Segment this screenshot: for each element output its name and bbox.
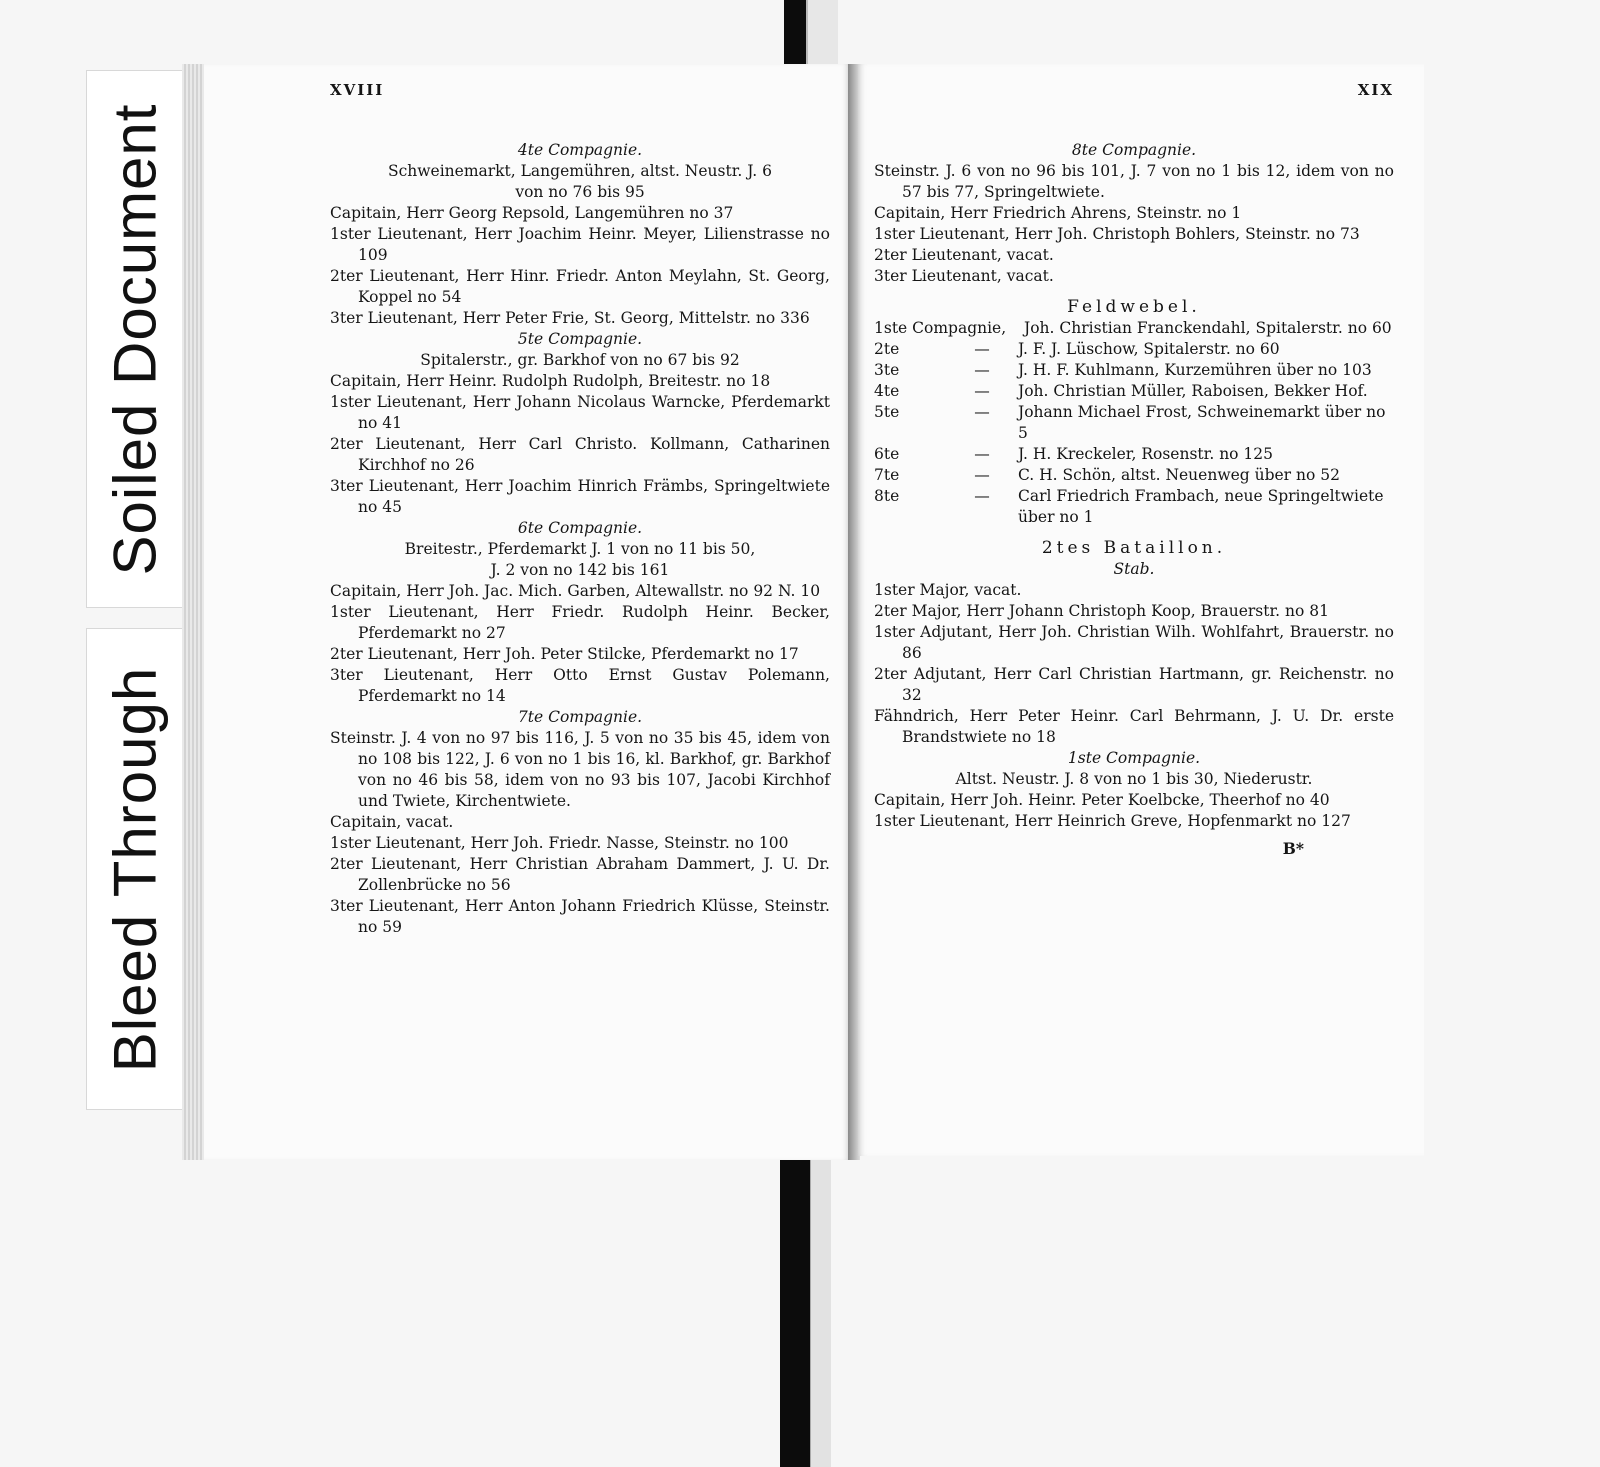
ditto-dash: — xyxy=(974,403,990,421)
company-label: 4te xyxy=(874,382,900,400)
text-line: von no 76 bis 95 xyxy=(515,183,645,201)
text-line: Capitain, vacat. xyxy=(330,813,454,831)
feldwebel-entry: Joh. Christian Franckendahl, Spitalerstr. no 60 xyxy=(1024,319,1392,337)
eighth-company-section xyxy=(874,140,1394,287)
text-line: 2ter Lieutenant, Herr Hinr. Friedr. Anton Meylahn, St. Georg, Koppel no 54 xyxy=(330,267,830,306)
text-line: Spitalerstr., gr. Barkhof von no 67 bis 92 xyxy=(420,351,740,369)
feldwebel-entry: J. H. F. Kuhlmann, Kurzemühren über no 103 xyxy=(1018,361,1372,379)
company-label: 3te xyxy=(874,361,900,379)
feldwebel-entry: C. H. Schön, altst. Neuenweg über no 52 xyxy=(1018,466,1340,484)
tape-edge-top xyxy=(806,0,838,72)
left-page-number: XVIII xyxy=(330,81,385,99)
stab-heading: Stab. xyxy=(1113,560,1155,578)
text-line: 2ter Lieutenant, Herr Carl Christo. Kollmann, Catharinen Kirchhof no 26 xyxy=(330,435,830,474)
company-label: 2te xyxy=(874,340,900,358)
text-line: 1ster Lieutenant, Herr Joh. Friedr. Nasse, Steinstr. no 100 xyxy=(330,834,789,852)
feldwebel-row xyxy=(874,318,1394,339)
text-line: 1ster Lieutenant, Herr Heinrich Greve, Hopfenmarkt no 127 xyxy=(874,812,1351,830)
text-line: 2ter Lieutenant, Herr Christian Abraham Dammert, J. U. Dr. Zollenbrücke no 56 xyxy=(330,855,830,894)
section-heading: 1ste Compagnie. xyxy=(1067,749,1201,767)
feldwebel-row xyxy=(874,486,1394,528)
section-heading: 5te Compagnie. xyxy=(517,330,643,348)
feldwebel-row xyxy=(874,381,1394,402)
scanner-tape-top xyxy=(784,0,806,72)
ditto-dash: — xyxy=(974,340,990,358)
text-line: Fähndrich, Herr Peter Heinr. Carl Behrmann, J. U. Dr. erste Brandstwiete no 18 xyxy=(874,707,1394,746)
feldwebel-entry: J. F. J. Lüschow, Spitalerstr. no 60 xyxy=(1018,340,1280,358)
feldwebel-entry: J. H. Kreckeler, Rosenstr. no 125 xyxy=(1018,445,1274,463)
company-label: 6te xyxy=(874,445,900,463)
text-line: 1ster Major, vacat. xyxy=(874,581,1022,599)
company-label: 7te xyxy=(874,466,900,484)
feldwebel-heading: Feldwebel. xyxy=(1067,297,1201,317)
section-heading: 6te Compagnie. xyxy=(517,519,643,537)
text-line: 3ter Lieutenant, Herr Otto Ernst Gustav Polemann, Pferdemarkt no 14 xyxy=(330,666,830,705)
company-label: 5te xyxy=(874,403,900,421)
text-line: 3ter Lieutenant, vacat. xyxy=(874,267,1054,285)
text-line: J. 2 von no 142 bis 161 xyxy=(490,561,670,579)
text-line: 3ter Lieutenant, Herr Peter Frie, St. Georg, Mittelstr. no 336 xyxy=(330,309,810,327)
feldwebel-row xyxy=(874,360,1394,381)
section-heading: 4te Compagnie. xyxy=(517,141,643,159)
text-line: 3ter Lieutenant, Herr Joachim Hinrich Främbs, Springeltwiete no 45 xyxy=(330,477,830,516)
feldwebel-row xyxy=(874,402,1394,444)
feldwebel-row xyxy=(874,465,1394,486)
right-page-text xyxy=(874,80,1394,859)
feldwebel-entry: Joh. Christian Müller, Raboisen, Bekker Hof. xyxy=(1018,382,1368,400)
left-page-text xyxy=(330,80,830,938)
text-line: Capitain, Herr Heinr. Rudolph Rudolph, Breitestr. no 18 xyxy=(330,372,771,390)
text-line: 1ster Lieutenant, Herr Joachim Heinr. Meyer, Lilienstrasse no 109 xyxy=(330,225,830,264)
feldwebel-row xyxy=(874,444,1394,465)
text-line: 1ster Lieutenant, Herr Johann Nicolaus Warncke, Pferdemarkt no 41 xyxy=(330,393,830,432)
text-line: Capitain, Herr Joh. Heinr. Peter Koelbcke, Theerhof no 40 xyxy=(874,791,1330,809)
text-line: Capitain, Herr Georg Repsold, Langemühren no 37 xyxy=(330,204,734,222)
section-heading: 7te Compagnie. xyxy=(517,708,643,726)
bataillon-heading: 2tes Bataillon. xyxy=(1041,538,1227,558)
ditto-dash: — xyxy=(974,487,990,505)
bleed-through-label xyxy=(86,628,184,1110)
text-line: 1ster Lieutenant, Herr Friedr. Rudolph Heinr. Becker, Pferdemarkt no 27 xyxy=(330,603,830,642)
text-line: 1ster Adjutant, Herr Joh. Christian Wilh. Wohlfahrt, Brauerstr. no 86 xyxy=(874,623,1394,662)
right-page-number: XIX xyxy=(1357,81,1394,99)
tape-edge-bottom xyxy=(810,1158,831,1467)
ditto-dash: — xyxy=(974,466,990,484)
stab-list xyxy=(874,580,1394,832)
signature-mark: B* xyxy=(1282,839,1304,858)
soiled-document-text: Soiled Document xyxy=(101,103,169,575)
company-label: 1ste Compagnie, xyxy=(874,319,1007,337)
text-line: Breitestr., Pferdemarkt J. 1 von no 11 bis 50, xyxy=(404,540,756,558)
scanner-tape-bottom xyxy=(780,1158,810,1467)
feldwebel-entry: Johann Michael Frost, Schweinemarkt über no 5 xyxy=(1018,403,1386,442)
ditto-dash: — xyxy=(974,382,990,400)
text-line: Steinstr. J. 4 von no 97 bis 116, J. 5 von no 35 bis 45, idem von no 108 bis 122, J. 6 von no 1 bis 16, kl. Barkhof, gr. Barkhof von no 46 bis 58, idem von no 93 bis 107, Jacobi Kirchhof und Twiete, Kirchentwiete. xyxy=(330,729,830,810)
ditto-dash: — xyxy=(974,445,990,463)
text-line: Altst. Neustr. J. 8 von no 1 bis 30, Niederustr. xyxy=(955,770,1313,788)
text-line: Steinstr. J. 6 von no 96 bis 101, J. 7 von no 1 bis 12, idem von no 57 bis 77, Springeltwiete. xyxy=(874,162,1394,201)
company-label: 8te xyxy=(874,487,900,505)
text-line: 2ter Lieutenant, vacat. xyxy=(874,246,1054,264)
ditto-dash: — xyxy=(974,361,990,379)
left-page-lines xyxy=(330,140,830,938)
bleed-through-text: Bleed Through xyxy=(101,666,169,1072)
feldwebel-row xyxy=(874,339,1394,360)
section-heading: 8te Compagnie. xyxy=(1071,141,1197,159)
text-line: Capitain, Herr Joh. Jac. Mich. Garben, Altewallstr. no 92 N. 10 xyxy=(330,582,821,600)
feldwebel-list xyxy=(874,318,1394,528)
text-line: 2ter Lieutenant, Herr Joh. Peter Stilcke, Pferdemarkt no 17 xyxy=(330,645,799,663)
text-line: 2ter Adjutant, Herr Carl Christian Hartmann, gr. Reichenstr. no 32 xyxy=(874,665,1394,704)
text-line: 3ter Lieutenant, Herr Anton Johann Friedrich Klüsse, Steinstr. no 59 xyxy=(330,897,830,936)
page-block-edges xyxy=(182,64,204,1160)
text-line: 1ster Lieutenant, Herr Joh. Christoph Bohlers, Steinstr. no 73 xyxy=(874,225,1360,243)
text-line: Capitain, Herr Friedrich Ahrens, Steinstr. no 1 xyxy=(874,204,1242,222)
text-line: 2ter Major, Herr Johann Christoph Koop, Brauerstr. no 81 xyxy=(874,602,1329,620)
soiled-document-label xyxy=(86,70,184,608)
text-line: Schweinemarkt, Langemühren, altst. Neustr. J. 6 xyxy=(387,162,772,180)
feldwebel-entry: Carl Friedrich Frambach, neue Springeltwiete über no 1 xyxy=(1018,487,1384,526)
